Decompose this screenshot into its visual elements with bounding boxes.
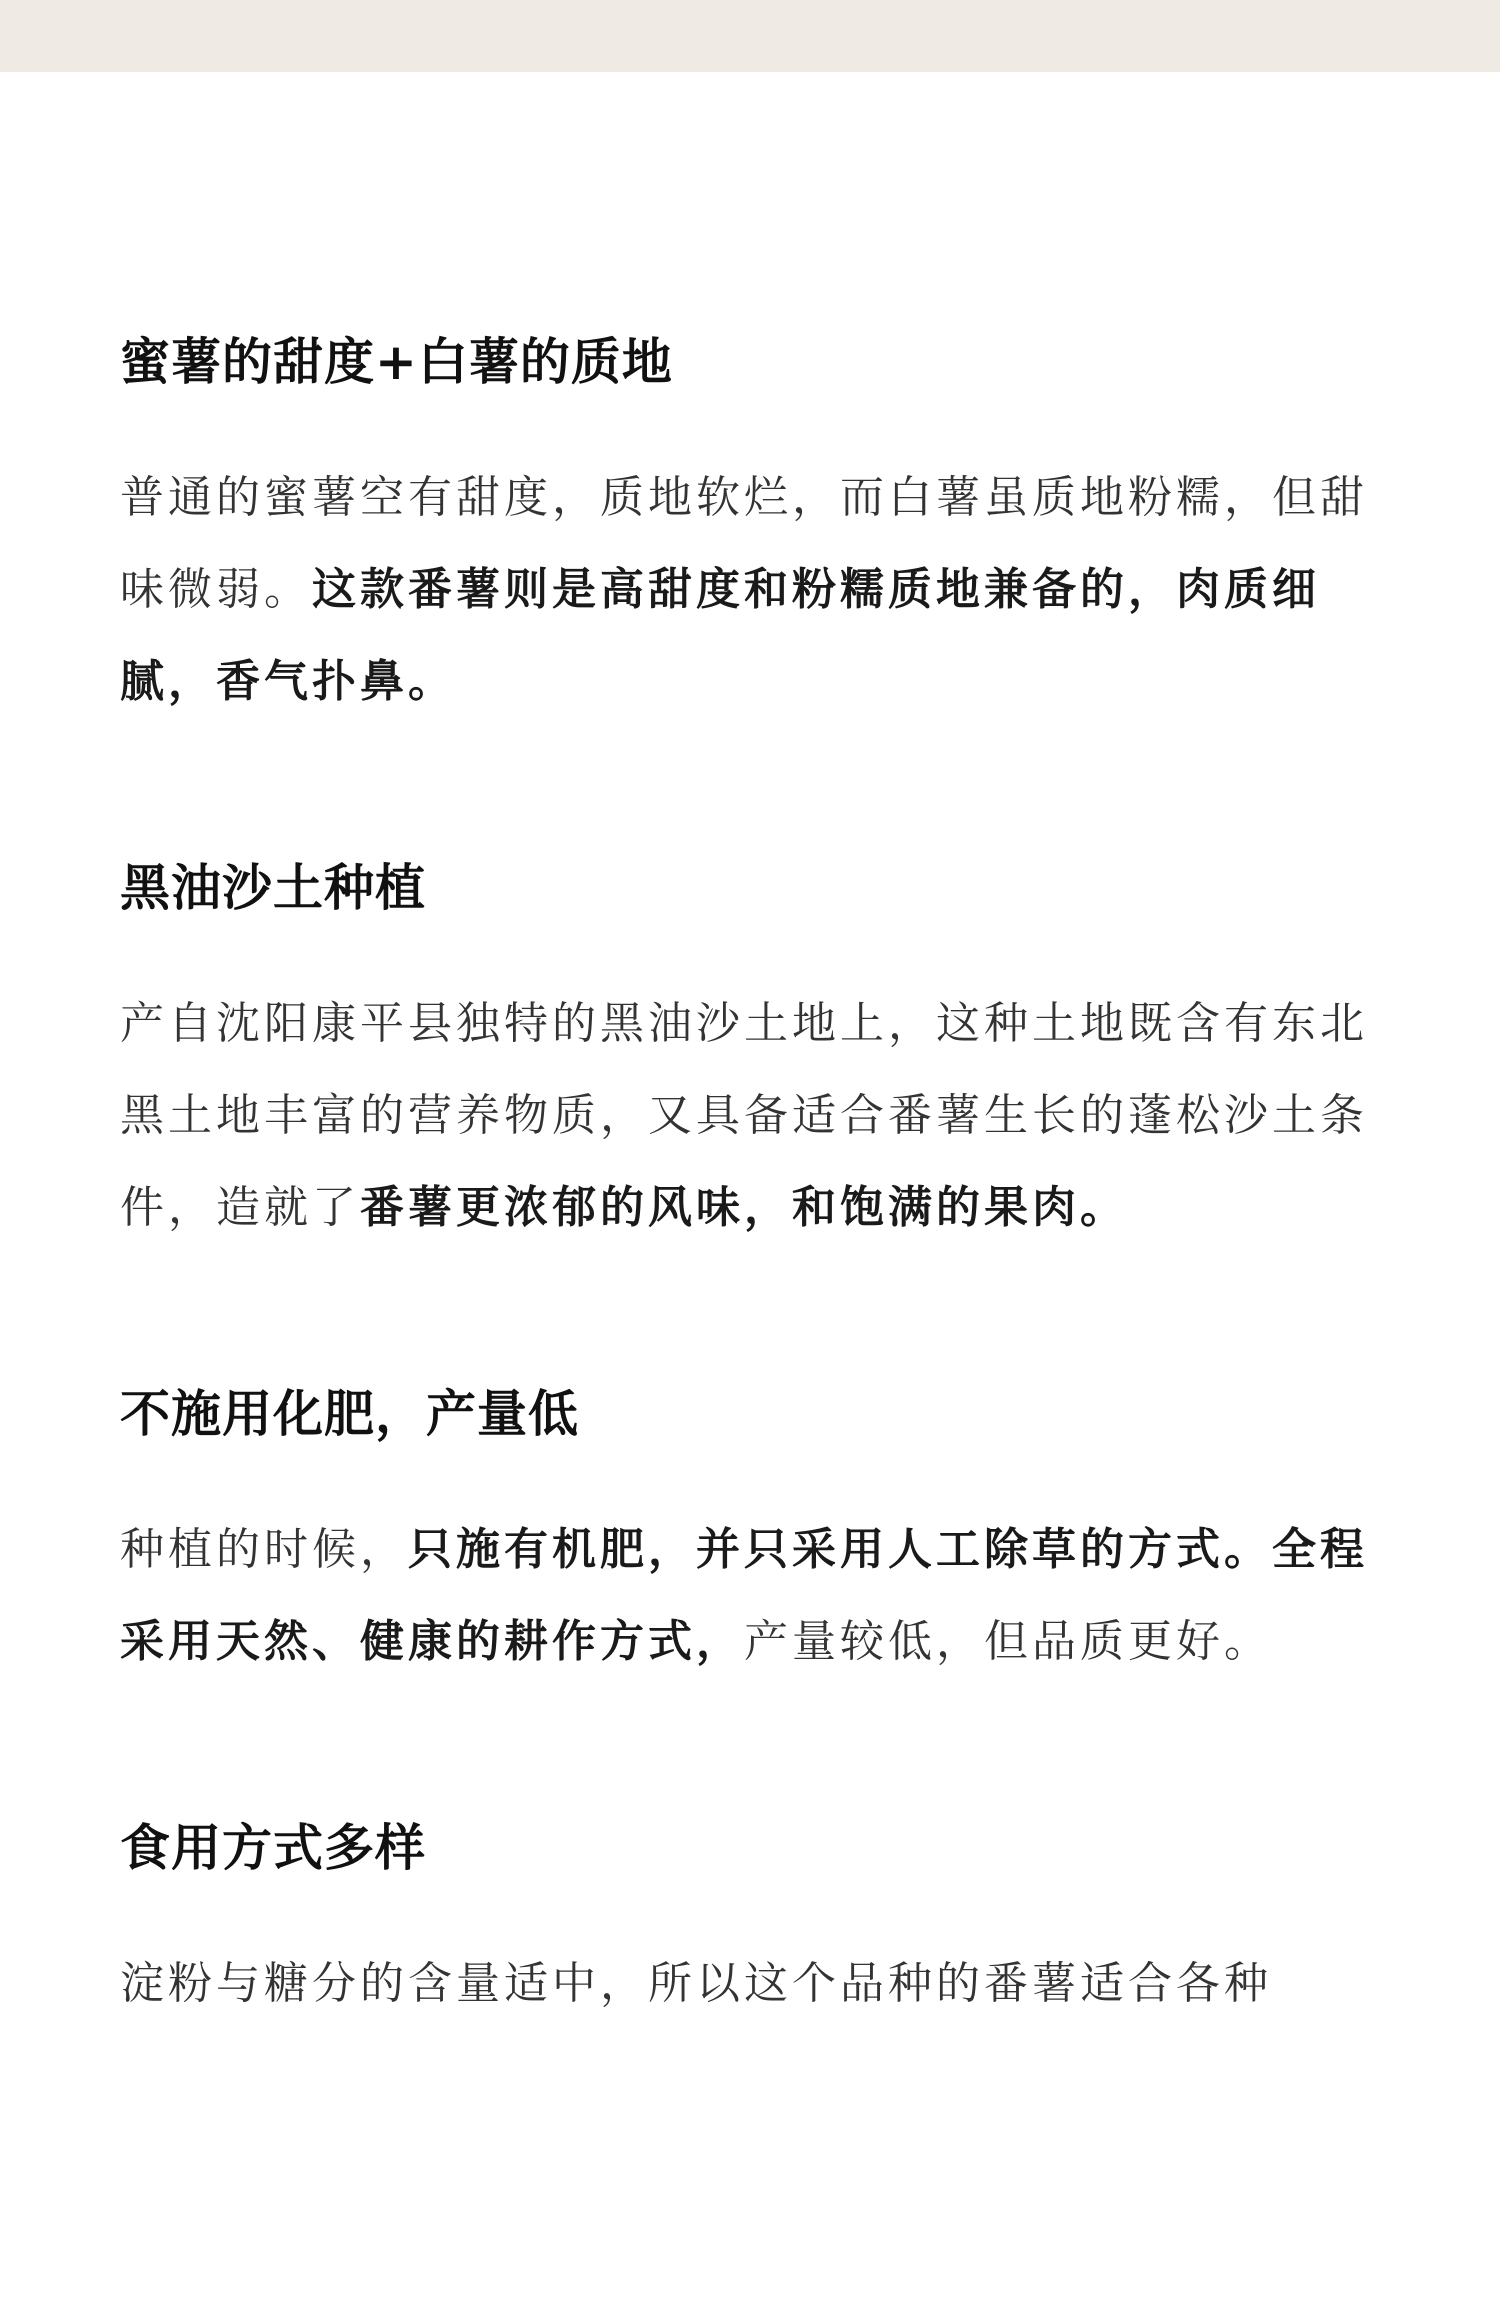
paragraph-text: 产自沈阳康平县独特的黑油沙土地上，这种土地既含有东北黑土地丰富的营养物质，又具备适合番薯生长的蓬松沙土条件，造就了 <box>120 998 1368 1233</box>
paragraph-emphasis: 只施有机肥，并只采用人工除草的方式。全程采用天然、健康的耕作方式， <box>120 1524 1368 1667</box>
paragraph-text: 淀粉与糖分的含量适中，所以这个品种的番薯适合各种 <box>120 1958 1272 2009</box>
section-heading: 黑油沙土种植 <box>120 859 426 917</box>
section-texture <box>120 330 1390 728</box>
section-soil <box>120 856 1390 1254</box>
section-fertilizer <box>120 1382 1390 1688</box>
article-body <box>120 330 1390 2030</box>
paragraph-text: 产量较低，但品质更好。 <box>744 1616 1272 1667</box>
paragraph-emphasis: 这款番薯则是高甜度和粉糯质地兼备的，肉质细腻，香气扑鼻。 <box>120 564 1320 707</box>
paragraph-text: 种植的时候， <box>120 1524 408 1575</box>
section-paragraph <box>120 1504 1390 1688</box>
paragraph-text: 普通的蜜薯空有甜度，质地软烂，而白薯虽质地粉糯，但甜味微弱。 <box>120 472 1368 615</box>
section-paragraph <box>120 1938 1390 2030</box>
paragraph-emphasis: 番薯更浓郁的风味，和饱满的果肉。 <box>360 1182 1128 1233</box>
section-paragraph <box>120 978 1390 1254</box>
section-heading: 蜜薯的甜度+白薯的质地 <box>120 333 673 391</box>
section-usage <box>120 1816 1390 2030</box>
section-heading: 食用方式多样 <box>120 1819 426 1877</box>
section-heading: 不施用化肥，产量低 <box>120 1385 579 1443</box>
top-band <box>0 0 1500 72</box>
section-paragraph <box>120 452 1390 728</box>
